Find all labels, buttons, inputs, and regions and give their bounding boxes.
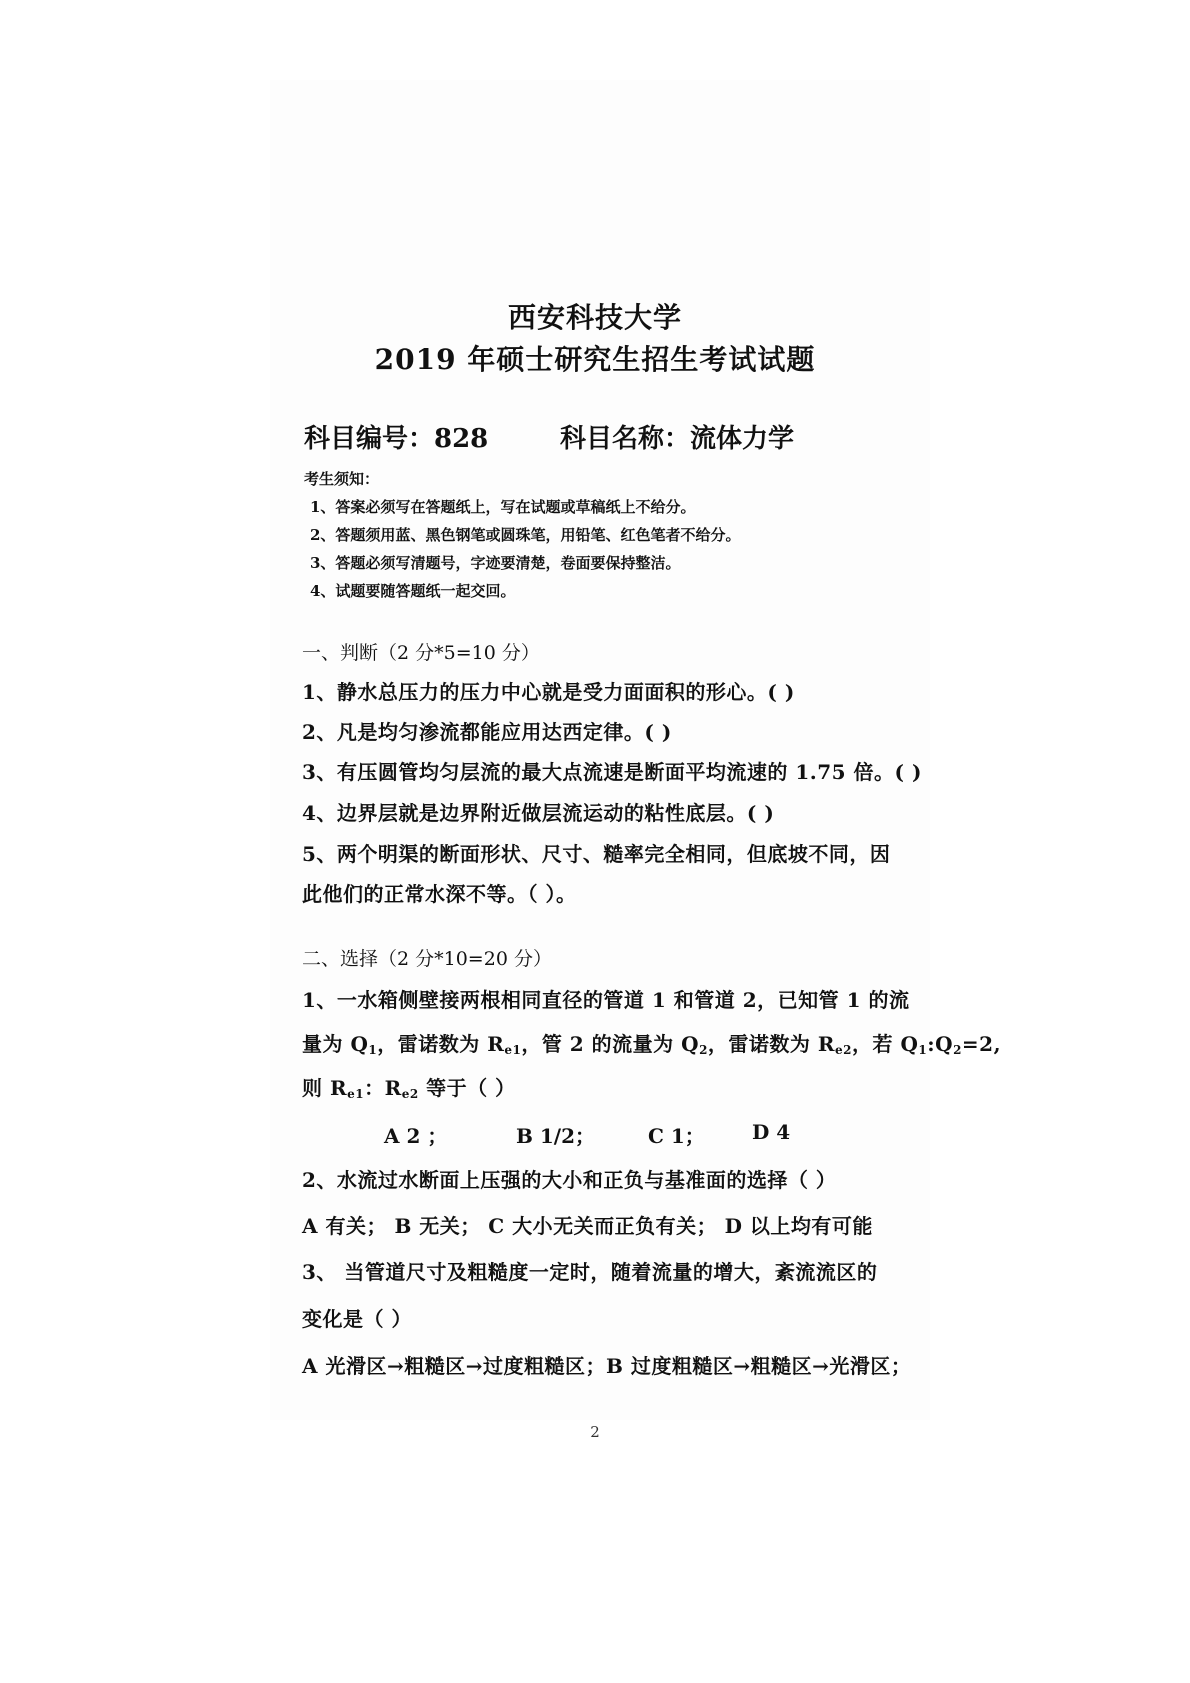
judge-question-5-line1: 5、两个明渠的断面形状、尺寸、糙率完全相同，但底坡不同，因 bbox=[302, 842, 891, 866]
subject-code: 科目编号：828 bbox=[304, 424, 489, 454]
section2-heading: 二、选择（2 分*10=20 分） bbox=[302, 948, 552, 970]
judge-question-3: 3、有压圆管均匀层流的最大点流速是断面平均流速的 1.75 倍。( ) bbox=[302, 760, 922, 784]
notice-item: 4、试题要随答题纸一起交回。 bbox=[310, 582, 516, 600]
choice-question-3-line2: 变化是（ ） bbox=[302, 1307, 412, 1331]
university-title: 西安科技大学 bbox=[507, 301, 682, 334]
option-d: D 4 bbox=[752, 1120, 791, 1144]
choice-question-1-line2: 量为 $Q_1$，雷诺数为 $R_{e1}$，管 2 的流量为 $Q_2$，雷诺数为 $R_{e2}$，若 $Q_1:Q_2=2$, bbox=[302, 1032, 1002, 1057]
choice-question-1-line3: 则 $R_{e1}$：$R_{e2}$ 等于（ ） bbox=[302, 1076, 516, 1101]
page-number: 2 bbox=[590, 1423, 600, 1441]
subject-name: 科目名称：流体力学 bbox=[560, 424, 795, 454]
choice-question-2-options: A 有关； B 无关； C 大小无关而正负有关； D 以上均有可能 bbox=[302, 1214, 873, 1238]
notice-item: 1、答案必须写在答题纸上，写在试题或草稿纸上不给分。 bbox=[310, 498, 696, 516]
notice-heading: 考生须知： bbox=[304, 470, 380, 488]
option-b: B 1/2； bbox=[516, 1124, 596, 1148]
judge-question-2: 2、凡是均匀渗流都能应用达西定律。( ) bbox=[302, 720, 672, 744]
choice-question-3-line1: 3、 当管道尺寸及粗糙度一定时，随着流量的增大，紊流流区的 bbox=[302, 1260, 878, 1284]
option-c: C 1； bbox=[648, 1124, 705, 1148]
choice-question-3-line3: A 光滑区→粗糙区→过度粗糙区；B 过度粗糙区→粗糙区→光滑区； bbox=[302, 1354, 912, 1378]
exam-title: 2019 年硕士研究生招生考试试题 bbox=[374, 343, 816, 376]
option-a: A 2 ； bbox=[384, 1124, 448, 1148]
section1-heading: 一、判断（2 分*5=10 分） bbox=[302, 642, 540, 664]
notice-item: 2、答题须用蓝、黑色钢笔或圆珠笔，用铅笔、红色笔者不给分。 bbox=[310, 526, 741, 544]
choice-question-1-line1: 1、一水箱侧壁接两根相同直径的管道 1 和管道 2，已知管 1 的流 bbox=[302, 988, 910, 1012]
judge-question-5-line2: 此他们的正常水深不等。（ ）。 bbox=[302, 882, 577, 906]
choice-question-2-line1: 2、水流过水断面上压强的大小和正负与基准面的选择（ ） bbox=[302, 1168, 837, 1192]
judge-question-1: 1、静水总压力的压力中心就是受力面面积的形心。( ) bbox=[302, 680, 795, 704]
notice-item: 3、答题必须写清题号，字迹要清楚，卷面要保持整洁。 bbox=[310, 554, 681, 572]
judge-question-4: 4、边界层就是边界附近做层流运动的粘性底层。( ) bbox=[302, 801, 775, 825]
